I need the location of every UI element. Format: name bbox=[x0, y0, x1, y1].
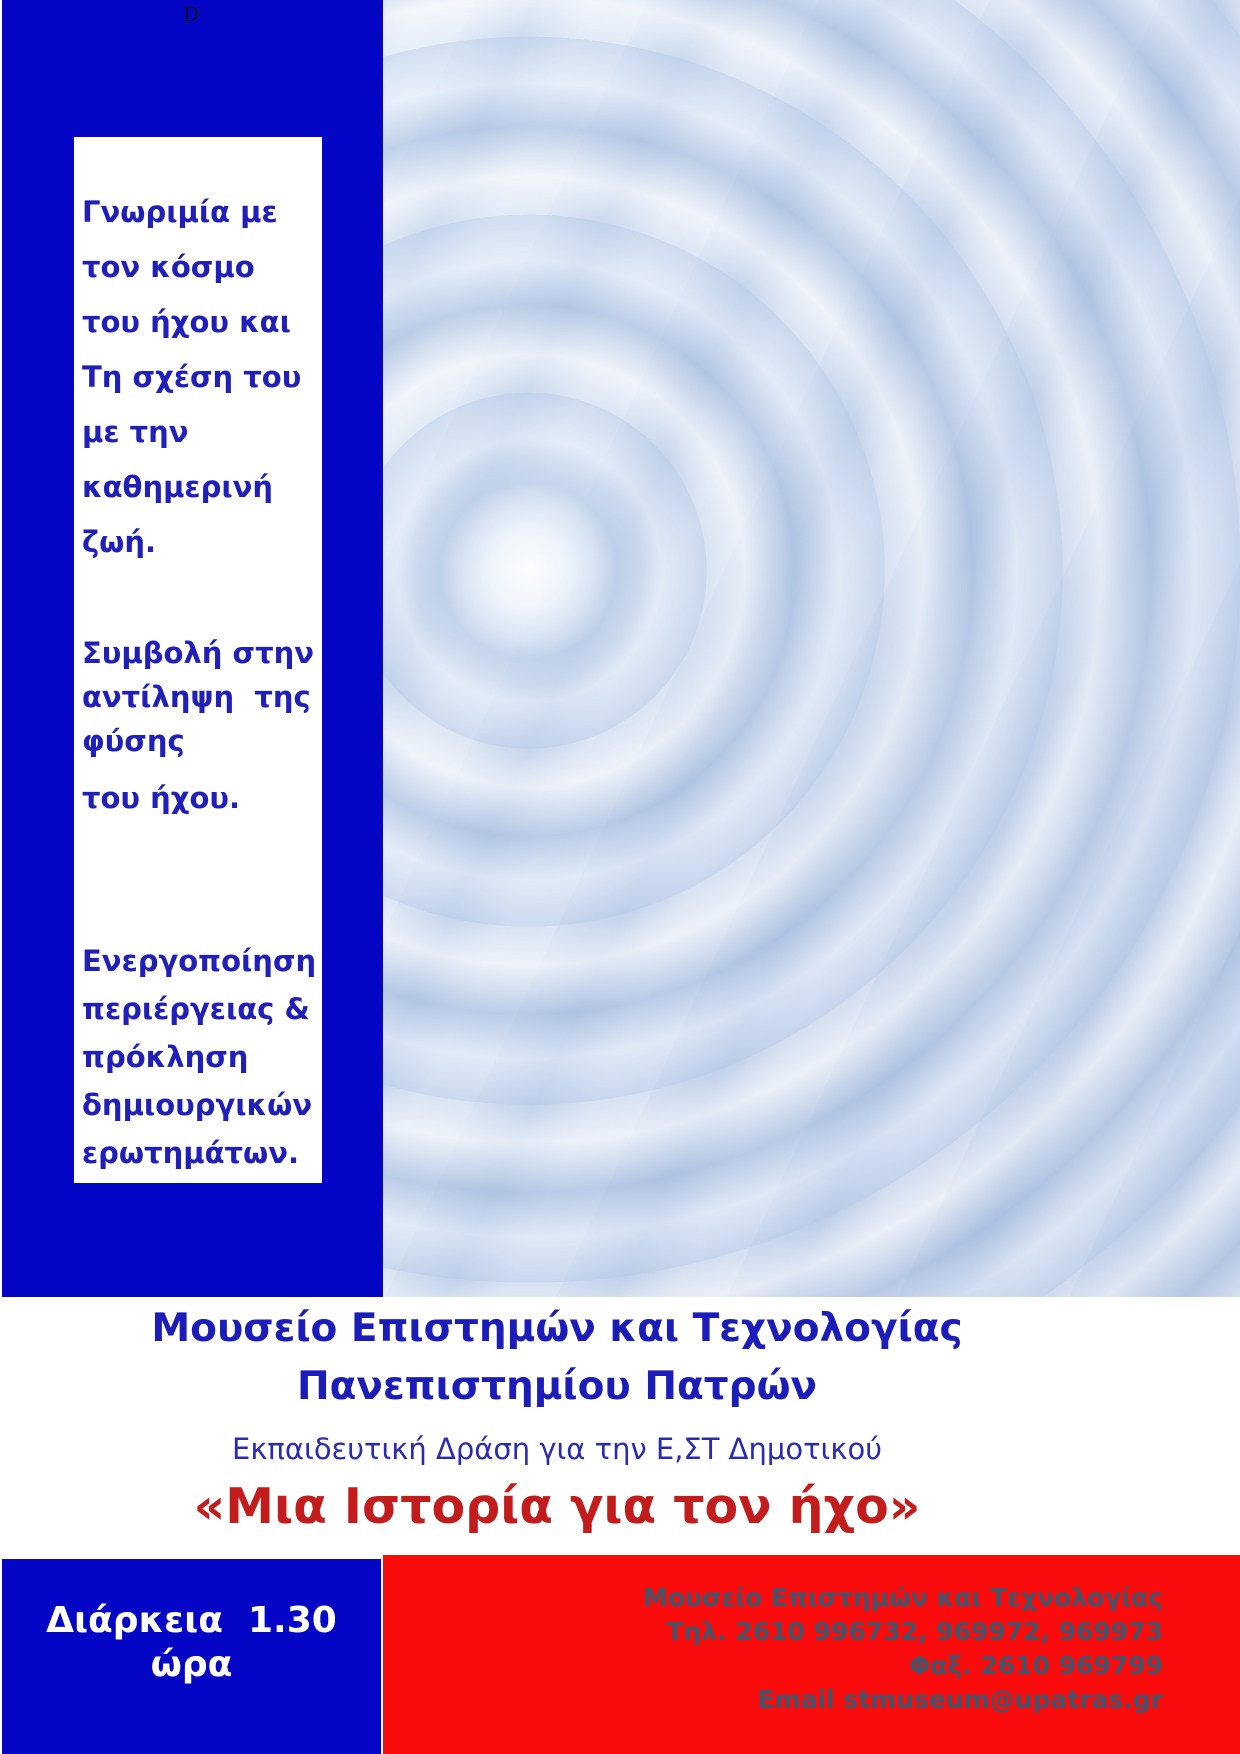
card-line: δημιουργικών bbox=[82, 1088, 313, 1122]
contact-footer-band bbox=[383, 1555, 1240, 1754]
card-line: καθημερινή bbox=[82, 470, 274, 504]
footer-email: Email stmuseum@upatras.gr bbox=[757, 1685, 1163, 1714]
duration-box bbox=[2, 1559, 381, 1754]
card-line: ερωτημάτων. bbox=[82, 1136, 300, 1170]
card-line: Συμβολή στην bbox=[82, 636, 314, 670]
water-ripple-image bbox=[383, 0, 1240, 1297]
card-line: αντίληψη της bbox=[82, 680, 311, 714]
card-line: τον κόσμο bbox=[82, 250, 255, 284]
card-line: Γνωριμία με bbox=[82, 195, 278, 229]
title-section bbox=[0, 1297, 1114, 1555]
card-line: Ενεργοποίηση bbox=[82, 944, 317, 978]
card-line: ζωή. bbox=[82, 525, 157, 559]
card-paragraph-1 bbox=[82, 185, 320, 570]
footer-fax: Φαξ. 2610 969799 bbox=[908, 1651, 1163, 1680]
footer-phone: Τηλ. 2610 996732, 969972, 969973 bbox=[666, 1617, 1163, 1646]
footer-museum-name: Μουσείο Επιστημών και Τεχνολογίας bbox=[642, 1583, 1163, 1612]
card-paragraph-2 bbox=[82, 631, 320, 820]
activity-subtitle: Εκπαιδευτική Δράση για την Ε,ΣΤ Δημοτικού bbox=[232, 1432, 882, 1466]
card-line: του ήχου. bbox=[82, 781, 240, 815]
card-line: περιέργειας & bbox=[82, 992, 310, 1026]
card-line: με την bbox=[82, 415, 189, 449]
duration-label: Διάρκεια 1.30 ώρα bbox=[46, 1600, 337, 1685]
card-line: φύσης bbox=[82, 724, 185, 758]
museum-title-line1: Μουσείο Επιστημών και Τεχνολογίας bbox=[151, 1306, 963, 1351]
stray-character: D bbox=[183, 2, 200, 26]
event-title: «Μια Ιστορία για τον ήχο» bbox=[193, 1478, 921, 1535]
card-line: πρόκληση bbox=[82, 1040, 249, 1074]
museum-title-line2: Πανεπιστημίου Πατρών bbox=[296, 1364, 818, 1409]
card-line: του ήχου και bbox=[82, 305, 291, 339]
left-blue-column bbox=[2, 0, 383, 1297]
info-card bbox=[74, 137, 322, 1183]
card-paragraph-3 bbox=[82, 937, 320, 1177]
card-line: Τη σχέση του bbox=[82, 360, 302, 394]
